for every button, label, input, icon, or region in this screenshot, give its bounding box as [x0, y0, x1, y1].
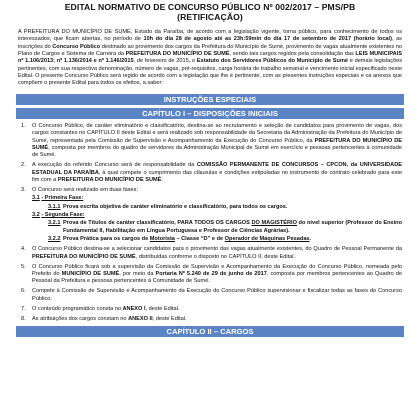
- phase-one-item: 3.1.1 Prova escrita objetiva de caráter eliminatório e classificatório, para todos os cargos.: [48, 203, 288, 210]
- document-title: EDITAL NORMATIVO DE CONCURSO PÚBLICO Nº 002/2017 – PMS/PB: [64, 2, 356, 12]
- list-item: 2. A execução do referido Concurso será de responsabilidade da COMISSÃO PERMANENTE DE CONCURSOS – CPCON, da UNIVERSIDADE ESTADUAL DA PARAÍBA, à qual compete o cumprimento das cláusulas e condições estipuladas no instrumento de contrato celebrado para este fim com a PREFEITURA DO MUNICÍPIO DE SUMÉ.: [21, 162, 402, 183]
- phase-two-heading: 3.2 - Segunda Fase:: [32, 212, 85, 219]
- chapter-header-1: CAPÍTULO I – DISPOSIÇÕES INICIAIS: [16, 108, 404, 119]
- provisions-list: [18, 123, 402, 323]
- registration-period: 10h do dia 28 de agosto até as 23h:59min do dia 17 de setembro de 2017 (horário local): [143, 36, 392, 43]
- list-item: 4. O Concurso Público destina-se a selecionar candidatos para o provimento das vagas atualmente existentes, do Quadro de Pessoal Permanente da PREFEITURA DO MUNICÍPIO DE SUMÉ, distribuídas conforme o disposto no CAPÍTULO II, deste Edital.: [21, 246, 402, 260]
- intro-paragraph: A PREFEITURA DO MUNICÍPIO DE SUMÉ, Estado da Paraíba, de acordo com a legislação vigente, torna público, para conhecimento de todos os interessados, que ficam abertas, no período de 10h do dia 28 de agosto até as 23h:59min do dia 17 de setembro de 2017 (horário local), as inscrições do Concurso Público destinado ao provimento dos cargos da Prefeitura do Município de Sumé, provimento de vagas atualmente existentes no Plano de Cargos e Sistema de Carreira da PREFEITURA DO MUNICÍPIO DE SUMÉ, sendo tais cargos regidos pela consolidação das LEIS MUNICIPAIS nº 1.106/2013; nº 1.136/2014 e nº 1.146/2015, de fevereiro de 2015, o Estatuto dos Servidores Públicos do Município de Sumé e demais legislações pertinentes, com sua respectiva denominação, número de vagas, pré-requisitos, carga horária de trabalho semanal e vencimento inicial especificado neste Edital. O presente Concurso Público será regido de acordo com a legislação que lhe é pertinente, com as presentes instruções especiais e os anexos que compõem o presente Edital para todos os efeitos, a saber:: [18, 28, 403, 87]
- list-item: 8. As atribuições dos cargos constam no ANEXO II, deste Edital.: [21, 315, 187, 322]
- list-item: 3. O Concurso será realizado em duas fases: 3.1 - Primeira Fase: 3.1.1 Prova escrita objetiva de caráter eliminatório e classificatório, para todos os cargos. 3.2 - Segunda Fase: 3.2.1 Prova de Títulos de caráter classificatório, PARA TODOS OS CARGOS DO MAGISTÉRIO do nível superior (Professor do Ensino Fundamental II, Habilitação em Língua Portuguesa e Professor de Ciências Agrárias). 3.2.2 Prova Prática para os cargos de Motorista – Classe “D” e de Operador de Máquinas Pesadas.: [21, 186, 403, 243]
- phase-one-heading: 3.1 - Primeira Fase:: [32, 195, 84, 202]
- section-header-instructions: INSTRUÇÕES ESPECIAIS: [16, 94, 404, 105]
- list-item: 1. O Concurso Público, de caráter eliminatório e classificatório, destina-se ao recrutamento e seleção de candidatos para provimento de vagas, dos cargos constantes no CAPÍTULO II deste Edital e será realizado sob responsabilidade da Secretaria da Administração da Prefeitura do Município de Sumé, representada pela Comissão de Supervisão e Acompanhamento da Execução do Concurso Público, da PREFEITURA DO MUNICÍPIO DE SUMÉ, composta por membros do quadro de servidores da Administração Municipal de Sumé em exercício e pessoas pertencentes à comunidade de Sumé.: [21, 122, 402, 159]
- phase-two-item-practical: 3.2.2 Prova Prática para os cargos de Motorista – Classe “D” e de Operador de Máquinas Pesadas.: [48, 236, 312, 243]
- document-subtitle: (RETIFICAÇÃO): [177, 11, 243, 22]
- chapter-header-2: CAPÍTULO II – CARGOS: [16, 326, 404, 337]
- phase-two-item-titles: 3.2.1 Prova de Títulos de caráter classificatório, PARA TODOS OS CARGOS DO MAGISTÉRIO do nível superior (Professor do Ensino Fundamental II, Habilitação em Língua Portuguesa e Professor de Ciências Agrárias).: [48, 220, 403, 234]
- list-item: 5. O Concurso Público ficará sob a supervisão da Comissão de Supervisão e Acompanhamento da Execução do Concurso Público, nomeada pelo Prefeito do MUNICÍPIO DE SUMÉ, por meio da Portaria Nº 5.240 de 29 de junho de 2017, composta por membros pertencentes ao Quadro de Pessoal da Prefeitura e pessoas pertencentes à Comunidade de Sumé.: [21, 263, 402, 285]
- list-item: 6. Compete à Comissão de Supervisão e Acompanhamento da Execução do Concurso Público supervisionar e fiscalizar todas as fases do Concurso Público.: [21, 288, 402, 302]
- list-item: 7. O conteúdo programático consta no ANEXO I, deste Edital.: [21, 305, 180, 312]
